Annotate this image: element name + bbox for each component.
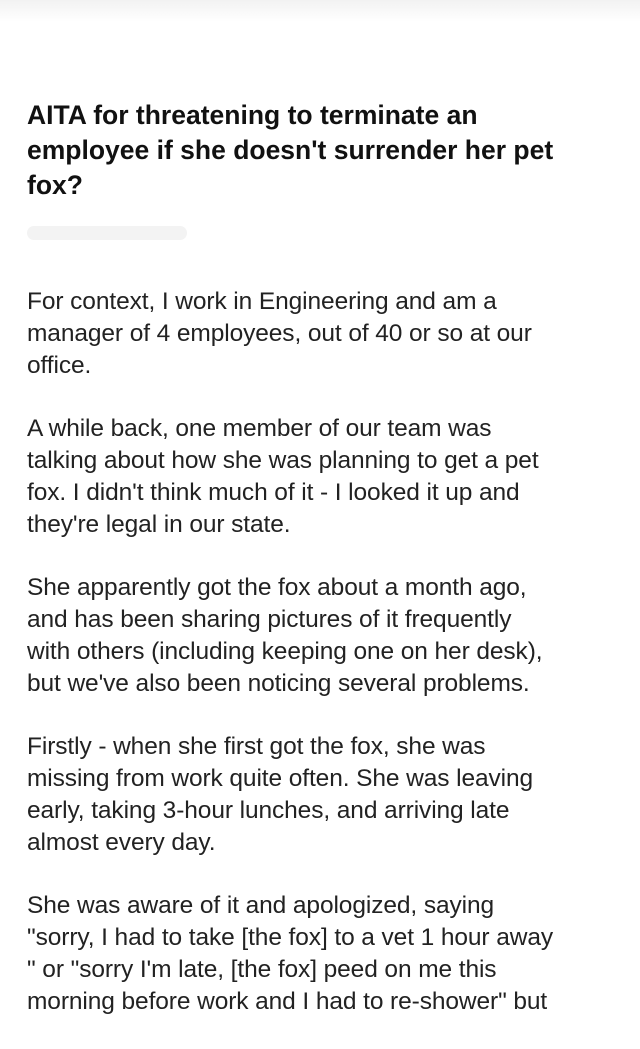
paragraph-line: they're legal in our state. [27,511,291,538]
post-paragraph [27,731,627,859]
faded-post-meta [27,226,187,240]
paragraph-line: morning before work and I had to re-shower" but [27,988,548,1015]
post-title-line: AITA for threatening to terminate an [27,100,478,130]
post-title-line: employee if she doesn't surrender her pet [27,135,554,165]
post-body [27,286,627,1049]
post-paragraph [27,572,627,700]
paragraph-line: Firstly - when she first got the fox, she was [27,733,486,760]
post-title-line: fox? [27,170,83,200]
paragraph-line: missing from work quite often. She was leaving [27,765,534,792]
post-paragraph [27,286,627,382]
paragraph-line: A while back, one member of our team was [27,415,492,442]
paragraph-line: She was aware of it and apologized, saying [27,892,495,919]
paragraph-line: early, taking 3-hour lunches, and arriving late [27,797,510,824]
paragraph-line: manager of 4 employees, out of 40 or so at our [27,320,532,347]
paragraph-line: but we've also been noticing several problems. [27,670,530,697]
paragraph-line: talking about how she was planning to get a pet [27,447,539,474]
paragraph-line: almost every day. [27,829,216,856]
paragraph-line: and has been sharing pictures of it frequently [27,606,512,633]
paragraph-line: For context, I work in Engineering and am a [27,288,497,315]
post-title [27,98,617,203]
post-paragraph [27,413,627,541]
paragraph-line: fox. I didn't think much of it - I looked it up and [27,479,520,506]
paragraph-line: She apparently got the fox about a month ago, [27,574,527,601]
top-bar [0,0,640,22]
post-paragraph [27,890,627,1018]
paragraph-line: "sorry, I had to take [the fox] to a vet 1 hour away [27,924,553,951]
paragraph-line: office. [27,352,92,379]
paragraph-line: with others (including keeping one on her desk), [27,638,543,665]
paragraph-line: " or "sorry I'm late, [the fox] peed on me this [27,956,497,983]
